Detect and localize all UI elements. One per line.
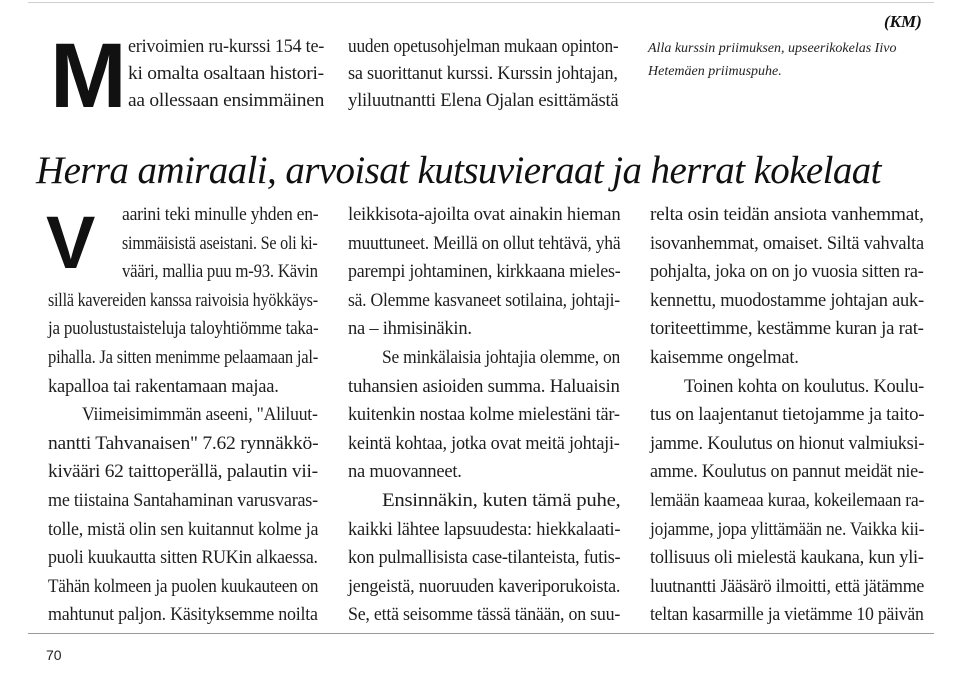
- text-line: sa suorittanut kurssi. Kurssin johtajan,: [348, 64, 618, 84]
- intro-dropcap: M: [50, 25, 125, 127]
- text-line: erivoimien ru-kurssi 154 te-: [128, 37, 325, 57]
- text-line: tus on laajentanut tietojamme ja taito-: [650, 405, 925, 426]
- text-line: tolle, mistä olin sen kuitannut kolme ja: [48, 519, 319, 540]
- text-line: Hetemäen priimuspuhe.: [648, 64, 782, 79]
- top-rule: [28, 2, 934, 3]
- text-line: kapalloa tai rakentamaan majaa.: [48, 376, 279, 397]
- text-line: leikkisota-ajoilta ovat ainakin hieman: [348, 205, 621, 225]
- caption-tag: (KM): [884, 12, 922, 31]
- text-line: kennettu, muodostamme johtajan auk-: [650, 290, 924, 311]
- text-line: Se minkälaisia johtajia olemme, on: [382, 348, 620, 368]
- text-line: sä. Olemme kasvaneet sotilaina, johtaji-: [348, 290, 620, 311]
- article-headline: Herra amiraali, arvoisat kutsuvieraat ja herrat kokelaat: [36, 149, 881, 192]
- text-line: Alla kurssin priimuksen, upseerikokelas Iivo: [648, 41, 897, 56]
- text-line: relta osin teidän ansiota vanhemmat,: [650, 205, 924, 225]
- text-line: toriteettimme, kestämme kuran ja rat-: [650, 319, 924, 340]
- text-line: ja puolustustaisteluja taloyhtiömme taka-: [48, 319, 319, 340]
- text-line: yliluutnantti Elena Ojalan esittämästä: [348, 91, 619, 111]
- text-line: parempi johtaminen, kirkkaana mieles-: [348, 262, 621, 283]
- text-line: pihalla. Ja sitten menimme pelaamaan jal-: [48, 348, 319, 368]
- text-line: vääri, mallia puu m-93. Kävin: [122, 262, 318, 283]
- text-line: Se, että seisomme tässä tänään, on suu-: [348, 605, 621, 626]
- bottom-rule: [28, 633, 934, 634]
- text-line: isovanhemmat, omaiset. Siltä vahvalta: [650, 233, 924, 254]
- text-line: kivääri 62 taittoperällä, palautin vii-: [48, 462, 318, 483]
- text-line: Ensinnäkin, kuten tämä puhe,: [382, 491, 621, 511]
- text-line: sillä kavereiden kanssa raivoisia hyökkäys-: [48, 290, 318, 311]
- text-line: Toinen kohta on koulutus. Koulu-: [684, 376, 924, 397]
- text-line: luutnantti Jääsärö ilmoitti, että jätämme: [650, 576, 925, 597]
- text-line: amme. Koulutus on pannut meidät nie-: [650, 462, 924, 483]
- text-line: Viimeisimimmän aseeni, "Aliluut-: [82, 405, 318, 426]
- text-line: kaisemme ongelmat.: [650, 348, 799, 368]
- text-line: simmäisistä aseistani. Se oli ki-: [122, 233, 318, 254]
- text-line: jengeistä, nuoruuden kaveriporukoista.: [348, 576, 621, 597]
- text-line: kon pulmallisista case-tilanteista, futis-: [348, 548, 621, 569]
- text-line: na muovanneet.: [348, 462, 462, 483]
- text-line: tollisuus oli mielestä kaukana, kun yli-: [650, 548, 924, 569]
- text-line: pohjalta, joka on on jo vuosia sitten ra-: [650, 262, 924, 283]
- text-line: nantti Tahvanaisen" 7.62 rynnäkkö-: [48, 433, 319, 454]
- text-line: puoli kuukautta sitten RUKin alkaessa.: [48, 548, 318, 569]
- text-line: jamme. Koulutus on hionut valmiuksi-: [650, 433, 925, 454]
- text-line: lemään kaameaa kuraa, kokeilemaan ra-: [650, 491, 925, 511]
- text-line: teltan kasarmille ja vietämme 10 päivän: [650, 605, 924, 626]
- text-line: me tiistaina Santahaminan varusvaras-: [48, 491, 318, 511]
- text-line: keintä kohtaa, jotka ovat meitä johtaji-: [348, 433, 620, 454]
- text-line: mahtunut paljon. Käsityksemme noilta: [48, 605, 318, 626]
- text-line: na – ihmisinäkin.: [348, 319, 472, 340]
- text-line: kaikki lähtee lapsuudesta: hiekkalaati-: [348, 519, 621, 540]
- text-line: ki omalta osaltaan histori-: [128, 64, 324, 84]
- text-line: muuttuneet. Meillä on ollut tehtävä, yhä: [348, 233, 621, 254]
- text-line: Tähän kolmeen ja puolen kuukauteen on: [48, 576, 319, 597]
- speech-dropcap: V: [46, 201, 96, 284]
- text-line: jojamme, jopa ylittämään ne. Vaikka kii-: [650, 519, 925, 540]
- page-number: 70: [46, 647, 62, 663]
- text-line: uuden opetusohjelman mukaan opinton-: [348, 37, 619, 57]
- text-line: aarini teki minulle yhden en-: [122, 205, 319, 225]
- text-line: kuitenkin nostaa kolme mielestäni tär-: [348, 405, 620, 426]
- text-line: aa ollessaan ensimmäinen: [128, 91, 325, 111]
- text-line: tuhansien asioiden summa. Haluaisin: [348, 376, 620, 397]
